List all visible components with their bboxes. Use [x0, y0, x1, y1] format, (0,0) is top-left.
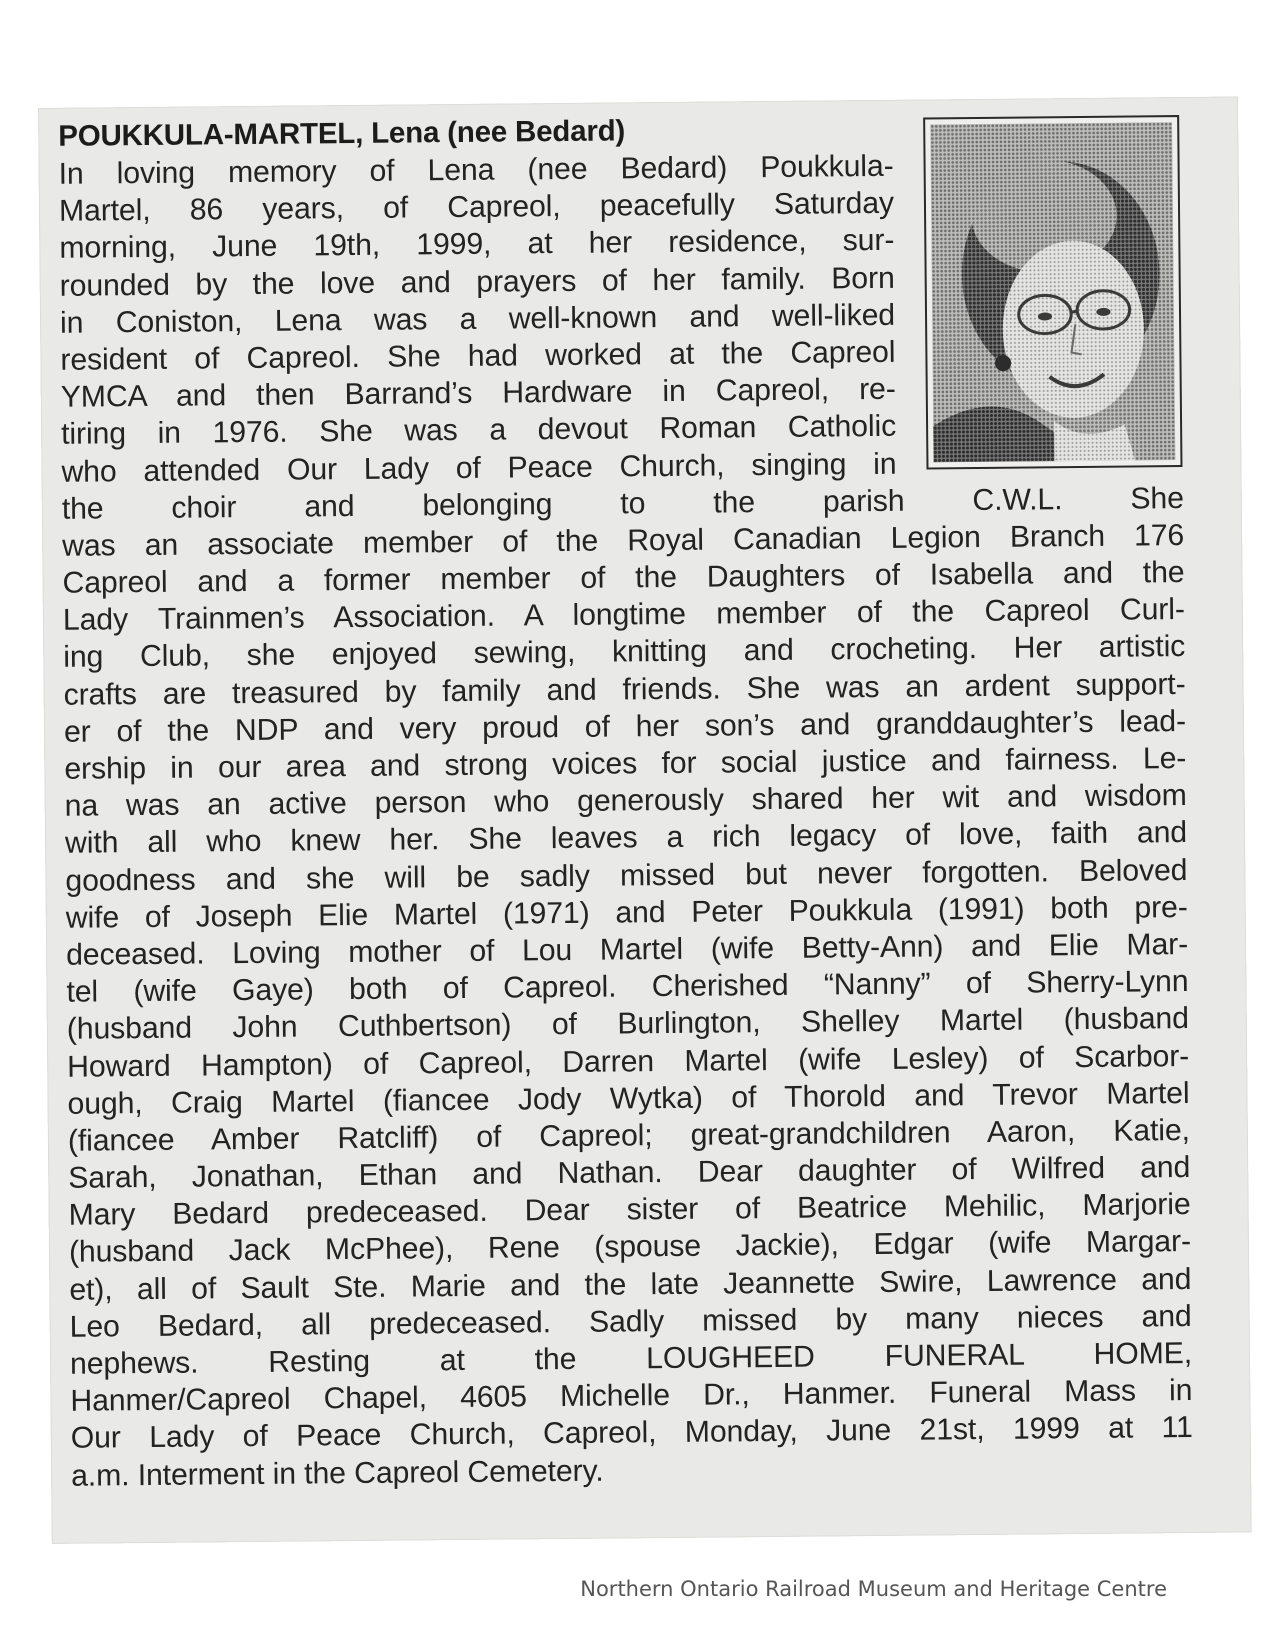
- obituary-line: the choir and belonging to the parish C.W.L. She: [61, 481, 1184, 526]
- obituary-line: er of the NDP and very proud of her son’s and granddaughter’s lead-: [63, 704, 1187, 749]
- obituary-line: In loving memory of Lena (nee Bedard) Poukkula-: [58, 149, 894, 191]
- obituary-line: nephews. Resting at the LOUGHEED FUNERAL HOME,: [69, 1336, 1193, 1381]
- obituary-line: ership in our area and strong voices for social justice and fairness. Le-: [64, 742, 1187, 786]
- obituary-headline: POUKKULA-MARTEL, Lena (nee Bedard): [58, 114, 626, 153]
- obituary-line: in Coniston, Lena was a well-known and well-liked: [59, 298, 896, 340]
- obituary-line: Howard Hampton) of Capreol, Darren Martel (wife Lesley) of Scarbor-: [67, 1039, 1190, 1084]
- obituary-line: Our Lady of Peace Church, Capreol, Monday, June 21st, 1999 at 11: [70, 1411, 1193, 1456]
- obituary-line: Martel, 86 years, of Capreol, peacefully Saturday: [58, 186, 895, 228]
- obituary-line: ough, Craig Martel (fiancee Jody Wytka) of Thorold and Trevor Martel: [67, 1076, 1190, 1121]
- obituary-line: rounded by the love and prayers of her family. Born: [59, 261, 895, 303]
- obituary-line: Capreol and a former member of the Daughters of Isabella and the: [62, 556, 1185, 600]
- obituary-line: et), all of Sault Ste. Marie and the late Jeannette Swire, Lawrence and: [69, 1262, 1192, 1307]
- obituary-line: Hanmer/Capreol Chapel, 4605 Michelle Dr., Hanmer. Funeral Mass in: [70, 1374, 1193, 1418]
- obituary-line: Sarah, Jonathan, Ethan and Nathan. Dear daughter of Wilfred and: [68, 1151, 1191, 1195]
- obituary-line: ing Club, she enjoyed sewing, knitting and crocheting. Her artistic: [63, 630, 1186, 675]
- newspaper-clipping: [38, 96, 1252, 1543]
- obituary-line: YMCA and then Barrand’s Hardware in Capreol, re-: [60, 372, 896, 414]
- obituary-line: (fiancee Amber Ratcliff) of Capreol; great-grandchildren Aaron, Katie,: [67, 1113, 1191, 1158]
- obituary-line: deceased. Loving mother of Lou Martel (wife Betty-Ann) and Elie Mar-: [65, 927, 1189, 972]
- obituary-line: (husband Jack McPhee), Rene (spouse Jackie), Edgar (wife Margar-: [68, 1225, 1192, 1270]
- obituary-line: tiring in 1976. She was a devout Roman Catholic: [60, 410, 897, 452]
- obituary-line: resident of Capreol. She had worked at the Capreol: [60, 335, 896, 377]
- obituary-line: na was an active person who generously shared her wit and wisdom: [64, 779, 1187, 823]
- obituary-line: tel (wife Gaye) both of Capreol. Cherished “Nanny” of Sherry-Lynn: [66, 965, 1189, 1009]
- obituary-line: Mary Bedard predeceased. Dear sister of Beatrice Mehilic, Marjorie: [68, 1188, 1191, 1233]
- obituary-line: was an associate member of the Royal Canadian Legion Branch 176: [62, 518, 1185, 563]
- obituary-line: with all who knew her. She leaves a rich legacy of love, faith and: [64, 816, 1188, 861]
- obituary-line: Lady Trainmen’s Association. A longtime member of the Capreol Curl-: [62, 593, 1186, 638]
- obituary-line: morning, June 19th, 1999, at her residence, sur-: [59, 224, 895, 266]
- obituary-line: Leo Bedard, all predeceased. Sadly missed by many nieces and: [69, 1299, 1192, 1344]
- obituary-line: a.m. Interment in the Capreol Cemetery.: [70, 1454, 604, 1493]
- obituary-line: crafts are treasured by family and friends. She was an ardent support-: [63, 667, 1186, 712]
- obituary-text: [58, 145, 1193, 1494]
- archive-caption: Northern Ontario Railroad Museum and Heritage Centre: [580, 1577, 1167, 1601]
- obituary-line: goodness and she will be sadly missed but never forgotten. Beloved: [65, 853, 1188, 898]
- obituary-line: who attended Our Lady of Peace Church, singing in: [61, 447, 897, 489]
- obituary-line: wife of Joseph Elie Martel (1971) and Peter Poukkula (1991) both pre-: [65, 890, 1188, 935]
- obituary-line: (husband John Cuthbertson) of Burlington, Shelley Martel (husband: [66, 1002, 1189, 1047]
